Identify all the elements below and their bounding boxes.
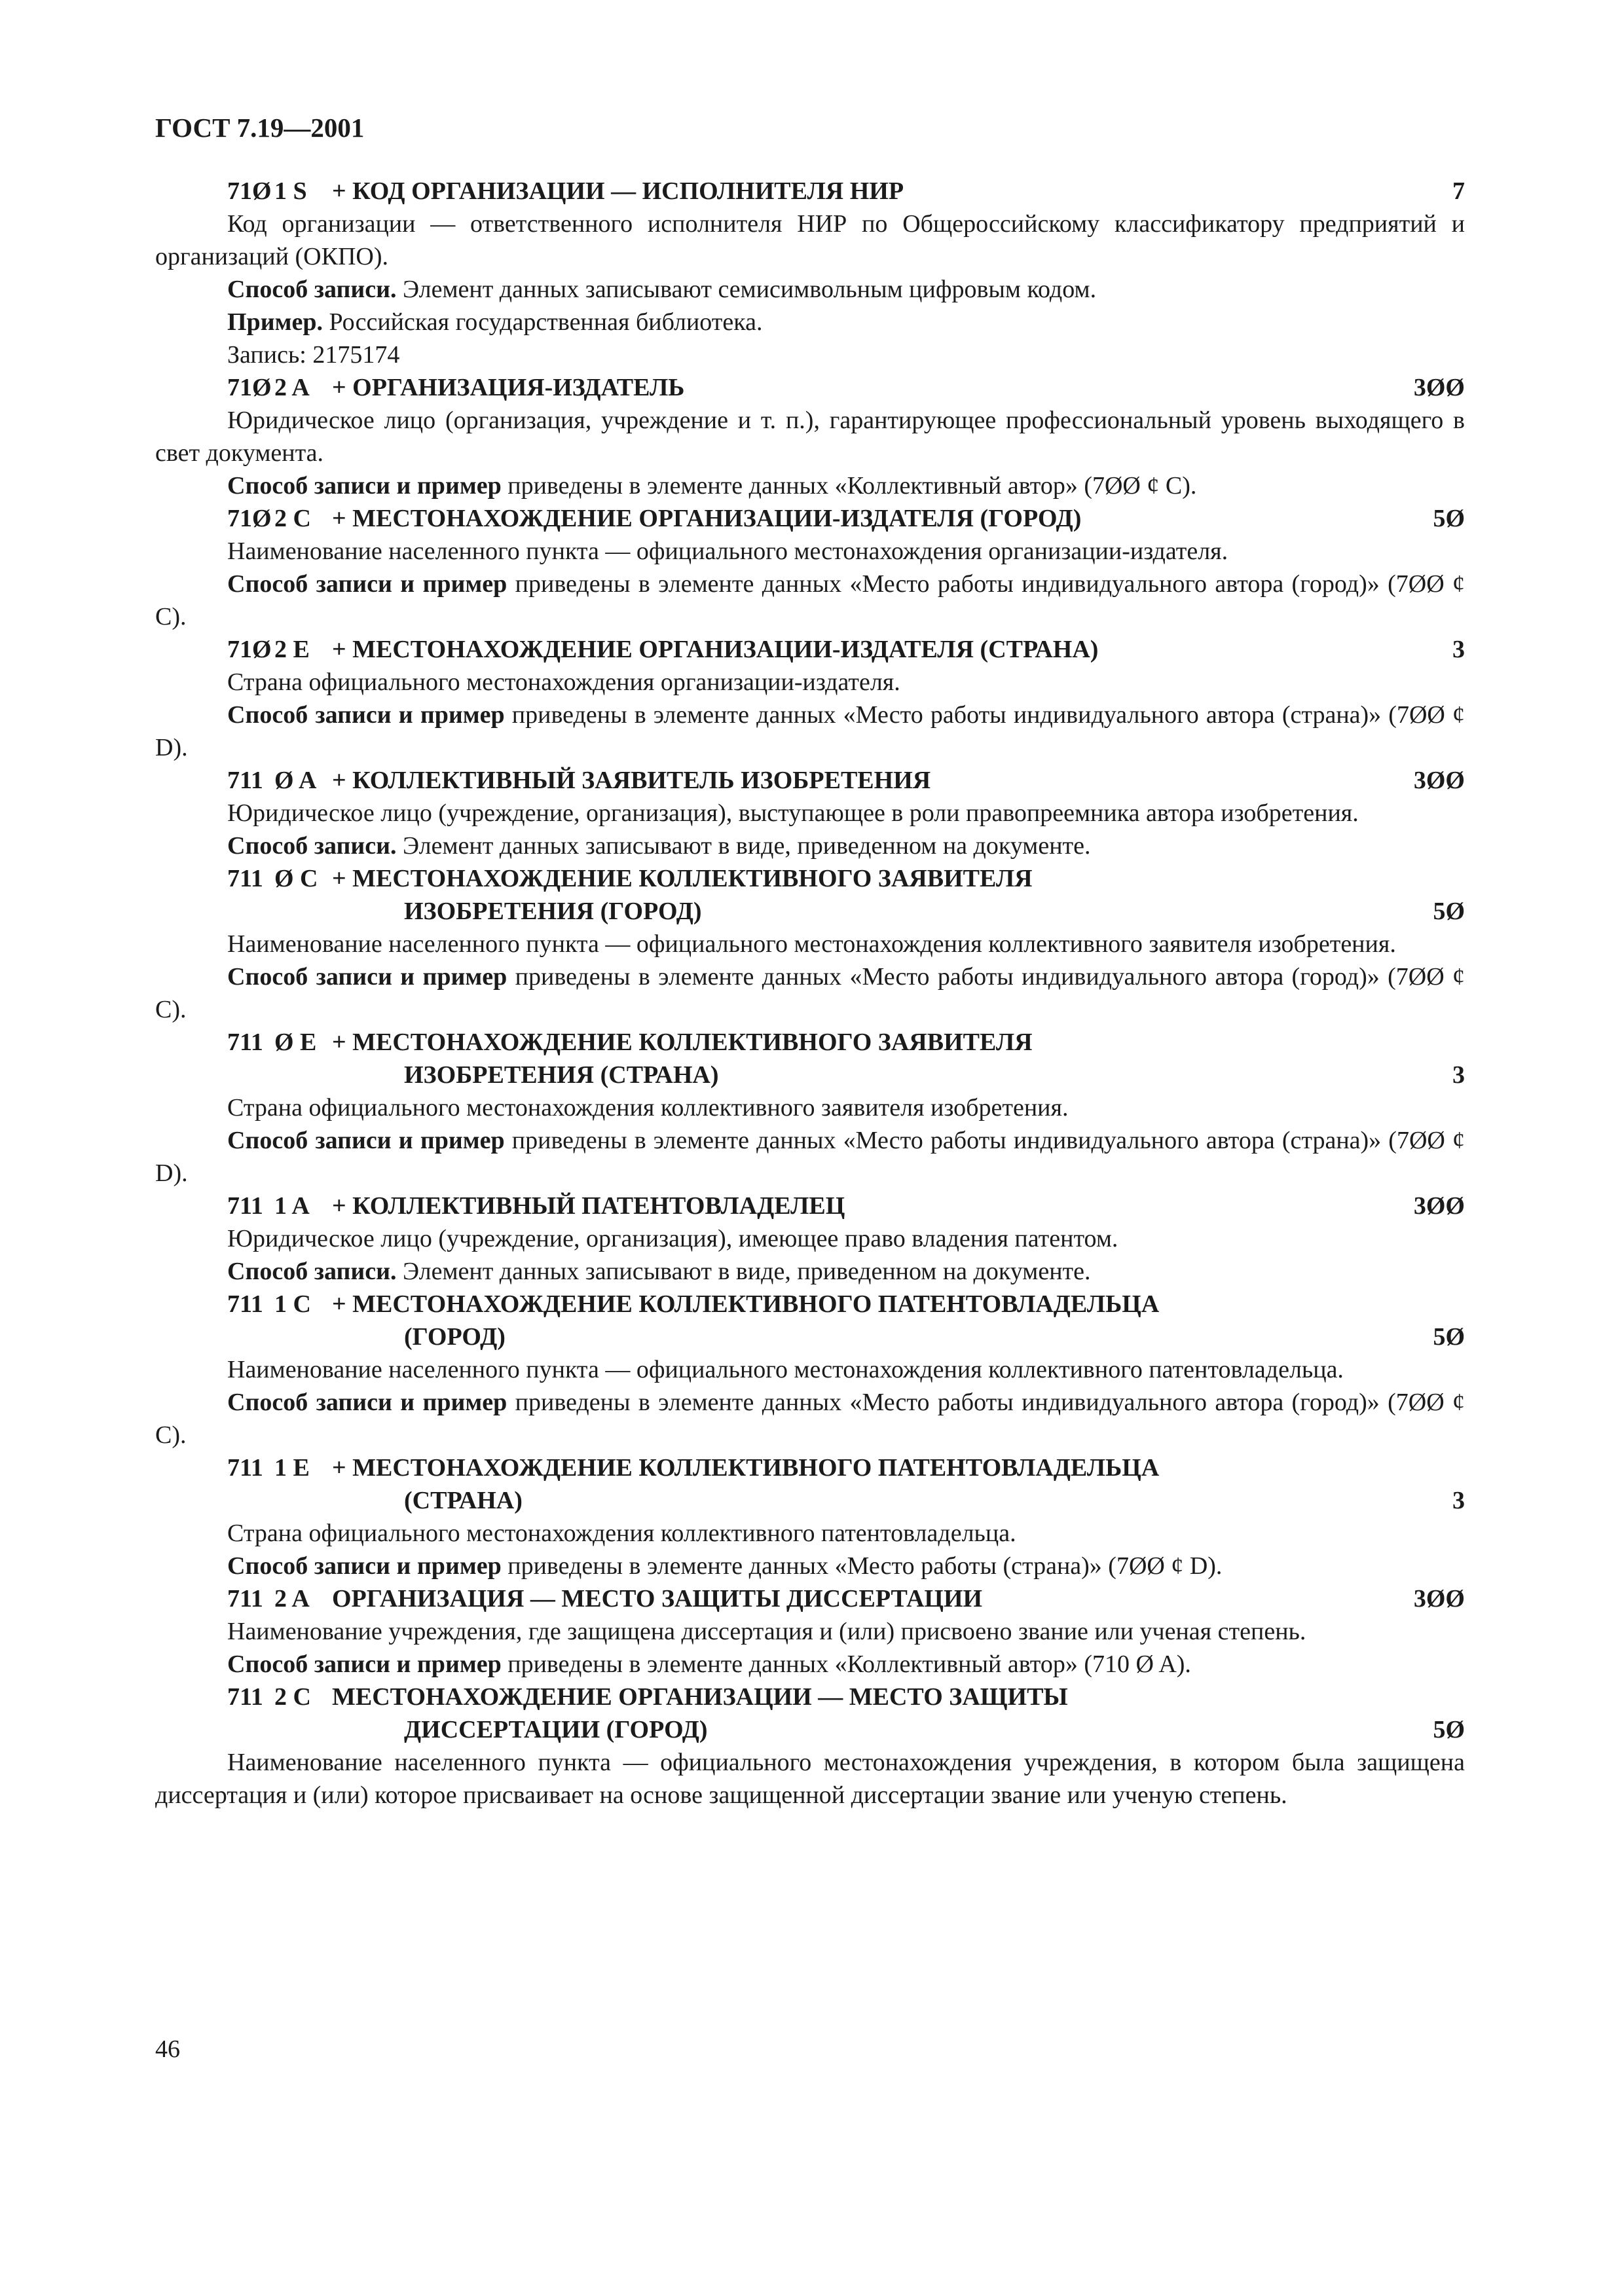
max-length: 3: [1452, 636, 1465, 663]
paragraph-text: приведены в элементе данных «Место работы индивидуального автора (город)» (7ØØ ȼ C).: [155, 1389, 1465, 1449]
element-name: [332, 502, 1399, 535]
paragraph-text: Запись: 2175174: [227, 341, 400, 369]
element-name-continuation: ДИССЕРТАЦИИ (ГОРОД): [404, 1716, 708, 1743]
paragraph-text: Страна официального местонахождения организации-издателя.: [227, 668, 900, 696]
entry-title: [227, 1681, 1465, 1746]
element-name-line: + КОЛЛЕКТИВНЫЙ ПАТЕНТОВЛАДЕЛЕЦ: [332, 1192, 845, 1220]
data-element-entry: [155, 502, 1465, 633]
paragraph-text: Наименование населенного пункта — официального местонахождения коллективного заявителя изобретения.: [227, 930, 1396, 958]
entry-paragraph: [155, 1255, 1465, 1288]
entry-title: [227, 764, 1465, 797]
element-name: [332, 1288, 1399, 1353]
paragraph-lead: Пример.: [227, 308, 323, 336]
page-number: 46: [155, 2035, 180, 2063]
max-length: 5Ø: [1433, 898, 1465, 925]
element-name: [332, 1681, 1399, 1746]
max-length: 5Ø: [1433, 1323, 1465, 1351]
subfield-code: Ø C: [274, 865, 318, 892]
paragraph-text: Наименование учреждения, где защищена диссертация и (или) присвоено звание или ученая степень.: [227, 1618, 1306, 1645]
data-element-entry: [155, 175, 1465, 371]
entry-paragraph: [155, 1353, 1465, 1386]
entry-title: [227, 371, 1465, 404]
element-name-line: МЕСТОНАХОЖДЕНИЕ ОРГАНИЗАЦИИ — МЕСТО ЗАЩИТЫ: [332, 1683, 1068, 1711]
max-length: 3ØØ: [1413, 374, 1465, 401]
element-name: [332, 1451, 1399, 1517]
paragraph-lead: Способ записи и пример: [227, 701, 505, 729]
max-length: 3ØØ: [1413, 1192, 1465, 1220]
data-element-entry: [155, 1451, 1465, 1582]
entry-paragraph: [155, 1222, 1465, 1255]
paragraph-text: Элемент данных записывают в виде, приведенном на документе.: [396, 1258, 1091, 1285]
data-element-entry: [155, 764, 1465, 862]
entry-title: [227, 633, 1465, 666]
element-name-line: + ОРГАНИЗАЦИЯ-ИЗДАТЕЛЬ: [332, 374, 685, 401]
element-name-line: + МЕСТОНАХОЖДЕНИЕ КОЛЛЕКТИВНОГО ЗАЯВИТЕЛЯ: [332, 865, 1033, 892]
field-tag: 711: [227, 1585, 263, 1613]
field-tag: 711: [227, 865, 263, 892]
subfield-code: 2 C: [274, 1683, 311, 1711]
element-name-line: + МЕСТОНАХОЖДЕНИЕ КОЛЛЕКТИВНОГО ЗАЯВИТЕЛЯ: [332, 1029, 1033, 1056]
paragraph-text: приведены в элементе данных «Место работы индивидуального автора (страна)» (7ØØ ȼ D).: [155, 1127, 1465, 1187]
entry-paragraph: [155, 928, 1465, 960]
data-element-entry: [155, 1681, 1465, 1812]
paragraph-text: Наименование населенного пункта — официального местонахождения коллективного патентовладельца.: [227, 1356, 1344, 1383]
paragraph-lead: Способ записи и пример: [227, 1389, 507, 1416]
subfield-code: 2 A: [274, 374, 310, 401]
data-element-entry: [155, 1288, 1465, 1451]
paragraph-text: приведены в элементе данных «Место работы индивидуального автора (страна)» (7ØØ ȼ D).: [155, 701, 1465, 761]
element-name-line: + КОД ОРГАНИЗАЦИИ — ИСПОЛНИТЕЛЯ НИР: [332, 177, 904, 205]
paragraph-text: приведены в элементе данных «Место работы индивидуального автора (город)» (7ØØ ȼ C).: [155, 570, 1465, 630]
data-element-entry: [155, 1190, 1465, 1288]
subfield-code: Ø E: [274, 1029, 317, 1056]
paragraph-text: Наименование населенного пункта — официального местонахождения организации-издателя.: [227, 538, 1228, 565]
document-header: ГОСТ 7.19—2001: [155, 113, 365, 143]
element-name: [332, 862, 1399, 928]
field-tag: 71Ø: [227, 374, 272, 401]
entry-paragraph: [155, 666, 1465, 699]
entry-paragraph: [155, 208, 1465, 273]
max-length: 3: [1452, 1061, 1465, 1089]
paragraph-text: Страна официального местонахождения коллективного заявителя изобретения.: [227, 1094, 1069, 1121]
element-name-line: + МЕСТОНАХОЖДЕНИЕ КОЛЛЕКТИВНОГО ПАТЕНТОВЛАДЕЛЬЦА: [332, 1290, 1160, 1318]
entry-paragraph: [155, 829, 1465, 862]
entry-paragraph: [155, 1648, 1465, 1681]
data-element-entry: [155, 862, 1465, 1026]
data-element-entry: [155, 371, 1465, 502]
entry-paragraph: [155, 960, 1465, 1026]
paragraph-lead: Способ записи.: [227, 832, 397, 860]
paragraph-text: приведены в элементе данных «Место работы индивидуального автора (город)» (7ØØ ȼ C).: [155, 963, 1465, 1023]
field-tag: 71Ø: [227, 177, 272, 205]
element-name: [332, 633, 1399, 666]
subfield-code: 1 S: [274, 177, 307, 205]
entry-paragraph: [155, 469, 1465, 502]
entry-title: [227, 862, 1465, 928]
entry-paragraph: [155, 1091, 1465, 1124]
element-name: [332, 175, 1399, 208]
paragraph-text: приведены в элементе данных «Коллективный автор» (7ØØ ȼ C).: [501, 472, 1197, 500]
max-length: 3ØØ: [1413, 767, 1465, 794]
subfield-code: 2 A: [274, 1585, 310, 1613]
element-name-continuation: ИЗОБРЕТЕНИЯ (СТРАНА): [404, 1061, 719, 1089]
field-tag: 711: [227, 1029, 263, 1056]
entry-title: [227, 1026, 1465, 1091]
paragraph-lead: Способ записи.: [227, 1258, 397, 1285]
paragraph-text: Элемент данных записывают семисимвольным цифровым кодом.: [396, 276, 1097, 303]
paragraph-lead: Способ записи и пример: [227, 1650, 502, 1678]
paragraph-text: Элемент данных записывают в виде, приведенном на документе.: [396, 832, 1091, 860]
entry-title: [227, 1451, 1465, 1517]
max-length: 5Ø: [1433, 1716, 1465, 1743]
element-name-line: ОРГАНИЗАЦИЯ — МЕСТО ЗАЩИТЫ ДИССЕРТАЦИИ: [332, 1585, 983, 1613]
paragraph-text: Страна официального местонахождения коллективного патентовладельца.: [227, 1520, 1016, 1547]
paragraph-text: приведены в элементе данных «Место работы (страна)» (7ØØ ȼ D).: [501, 1552, 1223, 1580]
paragraph-text: приведены в элементе данных «Коллективный автор» (710 Ø A).: [501, 1650, 1191, 1678]
entry-paragraph: [155, 338, 1465, 371]
paragraph-lead: Способ записи и пример: [227, 570, 507, 598]
element-name: [332, 1582, 1399, 1615]
data-element-entry: [155, 633, 1465, 764]
data-element-entry: [155, 1582, 1465, 1681]
element-name-line: + МЕСТОНАХОЖДЕНИЕ КОЛЛЕКТИВНОГО ПАТЕНТОВЛАДЕЛЬЦА: [332, 1454, 1160, 1482]
subfield-code: 2 E: [274, 636, 310, 663]
entry-title: [227, 1582, 1465, 1615]
entry-paragraph: [155, 1550, 1465, 1582]
entry-paragraph: [155, 1386, 1465, 1451]
entries-list: [155, 175, 1465, 1812]
field-tag: 711: [227, 767, 263, 794]
entry-title: [227, 1288, 1465, 1353]
entry-paragraph: [155, 1615, 1465, 1648]
entry-paragraph: [155, 797, 1465, 829]
element-name-line: + КОЛЛЕКТИВНЫЙ ЗАЯВИТЕЛЬ ИЗОБРЕТЕНИЯ: [332, 767, 931, 794]
document-page: [155, 108, 1465, 1812]
paragraph-lead: Способ записи и пример: [227, 963, 507, 991]
max-length: 5Ø: [1433, 505, 1465, 532]
field-tag: 711: [227, 1454, 263, 1482]
entry-title: [227, 502, 1465, 535]
max-length: 7: [1452, 177, 1465, 205]
element-name-line: + МЕСТОНАХОЖДЕНИЕ ОРГАНИЗАЦИИ-ИЗДАТЕЛЯ (ГОРОД): [332, 505, 1082, 532]
entry-paragraph: [155, 404, 1465, 469]
entry-paragraph: [155, 535, 1465, 568]
paragraph-text: Юридическое лицо (организация, учреждение и т. п.), гарантирующее профессиональный уровень выходящего в свет документа.: [155, 407, 1465, 467]
max-length: 3: [1452, 1487, 1465, 1514]
paragraph-lead: Способ записи и пример: [227, 472, 502, 500]
element-name: [332, 1026, 1399, 1091]
entry-paragraph: [155, 1746, 1465, 1812]
field-tag: 711: [227, 1192, 263, 1220]
subfield-code: 2 C: [274, 505, 311, 532]
element-name-continuation: (ГОРОД): [404, 1323, 506, 1351]
max-length: 3ØØ: [1413, 1585, 1465, 1613]
element-name-continuation: (СТРАНА): [404, 1487, 523, 1514]
entry-paragraph: [155, 1517, 1465, 1550]
paragraph-text: Код организации — ответственного исполнителя НИР по Общероссийскому классификатору предприятий и организаций (ОКПО).: [155, 210, 1465, 270]
paragraph-text: Наименование населенного пункта — официального местонахождения учреждения, в котором была защищена диссертация и (или) которое присваивает на основе защищенной диссертации звание или ученую степень.: [155, 1749, 1465, 1809]
data-element-entry: [155, 1026, 1465, 1190]
element-name: [332, 1190, 1399, 1222]
subfield-code: Ø A: [274, 767, 317, 794]
paragraph-text: Российская государственная библиотека.: [322, 308, 763, 336]
element-name: [332, 371, 1399, 404]
paragraph-text: Юридическое лицо (учреждение, организация), выступающее в роли правопреемника автора изобретения.: [227, 799, 1359, 827]
entry-title: [227, 1190, 1465, 1222]
entry-paragraph: [155, 306, 1465, 338]
paragraph-lead: Способ записи и пример: [227, 1552, 502, 1580]
paragraph-lead: Способ записи и пример: [227, 1127, 505, 1154]
field-tag: 71Ø: [227, 505, 272, 532]
entry-paragraph: [155, 699, 1465, 764]
field-tag: 71Ø: [227, 636, 272, 663]
entry-paragraph: [155, 273, 1465, 306]
subfield-code: 1 C: [274, 1290, 311, 1318]
entry-paragraph: [155, 1124, 1465, 1190]
paragraph-lead: Способ записи.: [227, 276, 397, 303]
field-tag: 711: [227, 1290, 263, 1318]
subfield-code: 1 A: [274, 1192, 310, 1220]
entry-title: [227, 175, 1465, 208]
element-name: [332, 764, 1399, 797]
entry-paragraph: [155, 568, 1465, 633]
subfield-code: 1 E: [274, 1454, 310, 1482]
field-tag: 711: [227, 1683, 263, 1711]
paragraph-text: Юридическое лицо (учреждение, организация), имеющее право владения патентом.: [227, 1225, 1118, 1252]
element-name-line: + МЕСТОНАХОЖДЕНИЕ ОРГАНИЗАЦИИ-ИЗДАТЕЛЯ (СТРАНА): [332, 636, 1099, 663]
element-name-continuation: ИЗОБРЕТЕНИЯ (ГОРОД): [404, 898, 702, 925]
